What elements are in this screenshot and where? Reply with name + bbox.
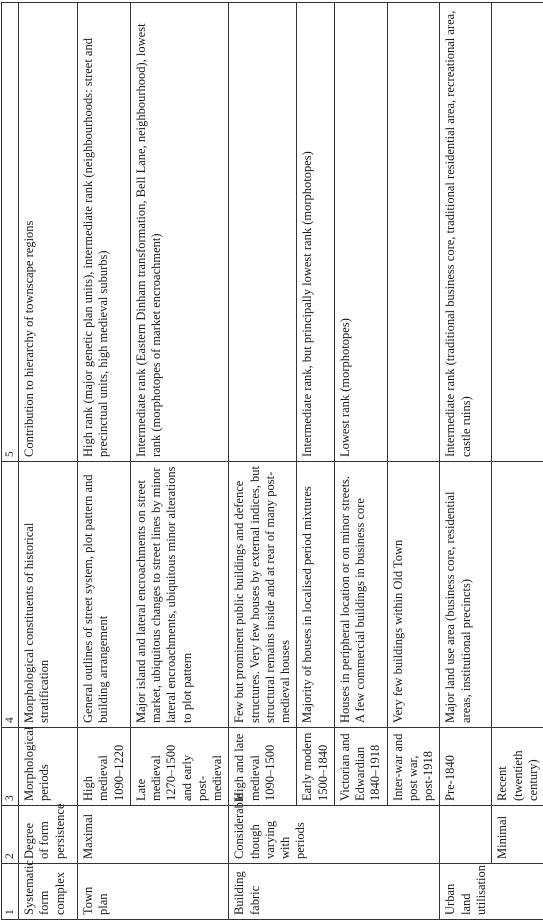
column-number: 1 (2, 864, 19, 920)
column-number: 4 (2, 462, 19, 728)
persistence-cell: Maximal (78, 806, 229, 864)
table-row (78, 3, 131, 920)
contribution-cell: Intermediate rank (Eastern Dinham transformation, Bell Lane, neighbourhood), lowest rank (morphotopes of market encroachment) (130, 3, 229, 462)
morphological-table (1, 2, 543, 920)
column-number: 5 (2, 3, 19, 462)
period-cell: Recent (twentieth century) (492, 728, 543, 806)
constituents-cell: Few but prominent public buildings and defence structures. Very few houses by external indices, but structural remains inside and at rear of many post-medieval houses (229, 462, 297, 728)
period-cell: Victorian and Edwardian 1840–1918 (334, 728, 387, 806)
constituents-cell: Major island and lateral encroachments on street market, ubiquitous changes to street lines by minor lateral encroachments, ubiquitous minor alterations to plot pattern (130, 462, 229, 728)
contribution-cell: High rank (major genetic plan units), intermediate rank (neighbourhoods: street and precinctual units, high medieval suburbs) (78, 3, 131, 462)
table-row (334, 3, 387, 920)
constituents-cell: Very few buildings within Old Town (387, 462, 440, 728)
period-cell: High and late medieval 1090–1500 (229, 728, 297, 806)
form-complex-cell: Building fabric (229, 864, 440, 920)
column-number-row (2, 3, 19, 920)
column-header: Systematic form complex (19, 864, 78, 920)
column-header: Degree of form persistence (19, 806, 78, 864)
period-cell: Pre-1840 (440, 728, 492, 806)
column-header: Morphological constituents of historical stratification (19, 462, 78, 728)
contribution-cell (387, 3, 440, 462)
form-complex-cell: Urban land utilisation (440, 864, 543, 920)
column-number: 2 (2, 806, 19, 864)
table-row (229, 3, 297, 920)
contribution-cell: Intermediate rank, but principally lowest rank (morphotopes) (297, 3, 335, 462)
table-row (130, 3, 229, 920)
period-cell: Late medieval 1270–1500 and early post-medieval (130, 728, 229, 806)
column-header: Morphological periods (19, 728, 78, 806)
constituents-cell: Major land use area (business core, residential areas, institutional precincts) (440, 462, 492, 728)
period-cell: High medieval 1090–1220 (78, 728, 131, 806)
table-row (297, 3, 335, 920)
constituents-cell: Houses in peripheral location or on minor streets. A few commercial buildings in business core (334, 462, 387, 728)
constituents-cell: Majority of houses in localised period mixtures (297, 462, 335, 728)
column-number: 3 (2, 728, 19, 806)
header-row (19, 3, 78, 920)
constituents-cell: General outlines of street system, plot pattern and building arrangement (78, 462, 131, 728)
persistence-cell: Minimal (492, 806, 543, 864)
contribution-cell (229, 3, 297, 462)
table-row (440, 3, 492, 920)
constituents-cell (492, 462, 543, 728)
period-cell: Inter-war and post war, post-1918 (387, 728, 440, 806)
form-complex-cell: Town plan (78, 864, 229, 920)
period-cell: Early modern 1500–1840 (297, 728, 335, 806)
persistence-cell: Considerable though varying with periods (229, 806, 440, 864)
table-row (492, 3, 543, 920)
contribution-cell: Lowest rank (morphotopes) (334, 3, 387, 462)
column-header: Contribution to hierarchy of townscape regions (19, 3, 78, 462)
persistence-cell (440, 806, 492, 864)
contribution-cell: Intermediate rank (traditional business core, traditional residential area, recreational area, castle ruins) (440, 3, 492, 462)
table-row (387, 3, 440, 920)
contribution-cell (492, 3, 543, 462)
